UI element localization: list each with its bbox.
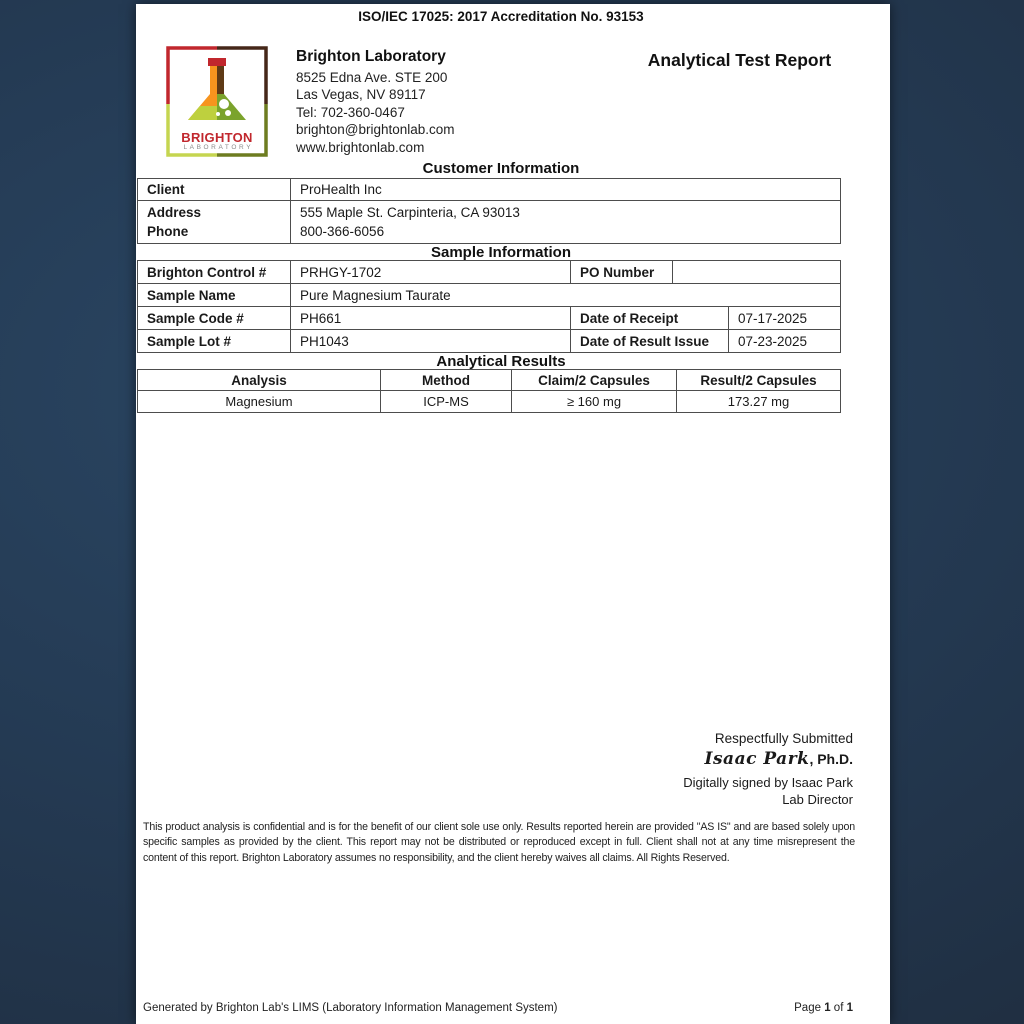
sample-information-table (137, 260, 841, 353)
page-of-label: of (830, 1002, 847, 1014)
date-issue-value: 07-23-2025 (729, 330, 841, 353)
po-number-value (673, 261, 841, 284)
sample-code-value: PH661 (291, 307, 571, 330)
results-header-row (138, 370, 841, 391)
column-header-result: Result/2 Capsules (677, 370, 841, 391)
column-header-analysis: Analysis (138, 370, 381, 391)
flask-bubble-medium (225, 110, 231, 116)
lab-website: www.brightonlab.com (296, 139, 425, 155)
flask-body-lower-left (188, 106, 217, 120)
logo-sub-text: LABORATORY (183, 144, 254, 151)
lab-phone: Tel: 702-360-0467 (296, 104, 405, 120)
method-value: ICP-MS (381, 391, 512, 413)
phone-value: 800-366-6056 (300, 224, 385, 239)
lab-name: Brighton Laboratory (296, 48, 446, 65)
table-row (138, 284, 841, 307)
flask-bubble-large (219, 99, 229, 109)
sample-lot-label: Sample Lot # (138, 330, 291, 353)
signature-script: Isaac Park (704, 749, 810, 769)
disclaimer-text: This product analysis is confidential and is for the benefit of our client sole use only. Results reported herein are provided "AS IS" and are based solely upon specific samples as provided by the client. This report may not be distributed or reproduced except in full. Client shall not at any time misrepresent the content of this report. Brighton Laboratory assumes no responsibility, and the client hereby waives all claims. All Rights Reserved. (143, 821, 855, 864)
footer-page-number (794, 1002, 853, 1014)
signature-line (683, 749, 853, 769)
date-receipt-label: Date of Receipt (571, 307, 729, 330)
flask-neck-left (210, 66, 217, 94)
respectfully-submitted-text: Respectfully Submitted (714, 731, 853, 746)
lab-address-line2: Las Vegas, NV 89117 (296, 87, 426, 103)
digital-signature-note: Digitally signed by Isaac Park (683, 775, 853, 790)
brighton-logo (166, 46, 268, 157)
logo-brand-text: BRIGHTON (181, 130, 253, 145)
sample-name-label: Sample Name (138, 284, 291, 307)
table-row (138, 179, 841, 201)
flask-neck-right (217, 66, 224, 94)
address-value: 555 Maple St. Carpinteria, CA 93013 (300, 204, 520, 220)
result-value: 173.27 mg (677, 391, 841, 413)
customer-information-table (137, 178, 841, 244)
table-row (138, 330, 841, 353)
signature-block (683, 731, 853, 807)
customer-information-heading: Customer Information (422, 160, 580, 177)
report-title: Analytical Test Report (647, 50, 832, 70)
control-number-value: PRHGY-1702 (291, 261, 571, 284)
footer-generated-by: Generated by Brighton Lab's LIMS (Laboratory Information Management System) (143, 1002, 558, 1014)
analytical-results-table (137, 369, 841, 413)
lab-director-title: Lab Director (782, 792, 853, 807)
page-current: 1 (824, 1002, 831, 1014)
table-row (138, 307, 841, 330)
page-label: Page (794, 1002, 825, 1014)
flask-cap (208, 58, 226, 66)
results-data-row (138, 391, 841, 413)
accreditation-header: ISO/IEC 17025: 2017 Accreditation No. 93153 (358, 9, 644, 24)
lab-address-line1: 8525 Edna Ave. STE 200 (296, 69, 448, 85)
table-row (138, 261, 841, 284)
client-value: ProHealth Inc (291, 179, 841, 201)
analysis-value: Magnesium (138, 391, 381, 413)
address-phone-label (138, 201, 291, 244)
lab-contact-block (296, 48, 455, 157)
analytical-results-heading: Analytical Results (436, 353, 566, 370)
sample-information-heading: Sample Information (430, 244, 572, 261)
sample-code-label: Sample Code # (138, 307, 291, 330)
claim-value: ≥ 160 mg (512, 391, 677, 413)
table-row (138, 201, 841, 244)
client-label: Client (138, 179, 291, 201)
lab-email: brighton@brightonlab.com (296, 122, 455, 138)
flask-bubble-small (216, 112, 220, 116)
date-receipt-value: 07-17-2025 (729, 307, 841, 330)
address-label: Address (147, 204, 202, 220)
signature-credentials: , Ph.D. (809, 751, 853, 767)
page-total: 1 (846, 1002, 853, 1014)
sample-name-value: Pure Magnesium Taurate (291, 284, 841, 307)
report-page (136, 4, 890, 1024)
po-number-label: PO Number (571, 261, 673, 284)
column-header-claim: Claim/2 Capsules (512, 370, 677, 391)
control-number-label: Brighton Control # (138, 261, 291, 284)
column-header-method: Method (381, 370, 512, 391)
address-phone-value (291, 201, 841, 244)
sample-lot-value: PH1043 (291, 330, 571, 353)
date-issue-label: Date of Result Issue (571, 330, 729, 353)
phone-label: Phone (147, 224, 189, 239)
